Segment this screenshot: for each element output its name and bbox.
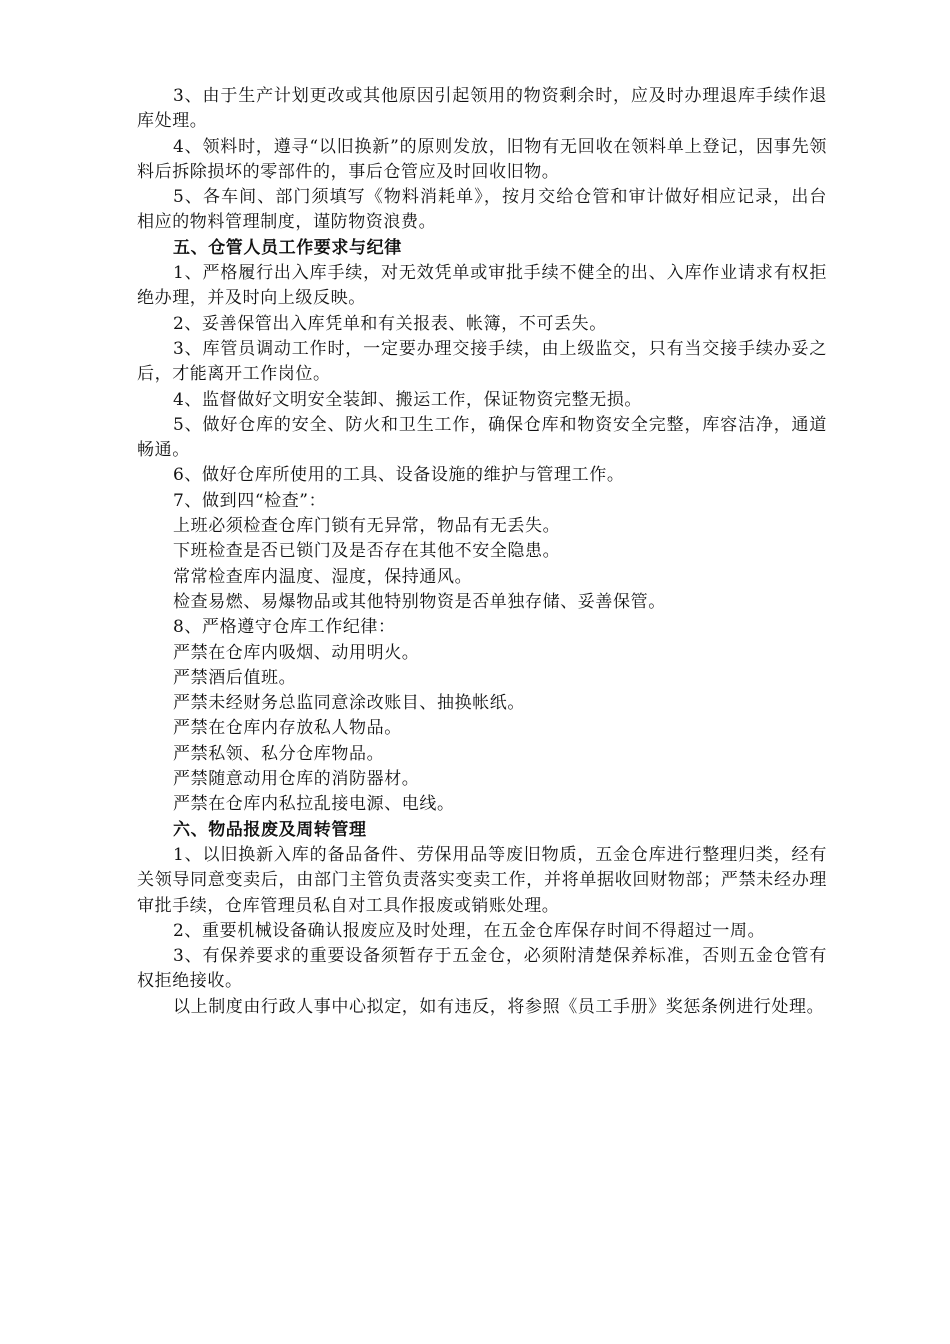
paragraph: 1、严格履行出入库手续，对无效凭单或审批手续不健全的出、入库作业请求有权拒绝办理，并及时向上级反映。 [137,263,827,309]
paragraph: 5、各车间、部门须填写《物料消耗单》，按月交给仓管和审计做好相应记录，出台相应的物料管理制度，谨防物资浪费。 [137,187,827,233]
rule-item: 严禁酒后值班。 [173,667,297,688]
paragraph: 1、以旧换新入库的备品备件、劳保用品等废旧物质，五金仓库进行整理归类，经有关领导同意变卖后，由部门主管负责落实变卖工作，并将单据收回财物部；严禁未经办理审批手续，仓库管理员私自对工具作报废或销账处理。 [137,844,827,916]
rule-item: 严禁私领、私分仓库物品。 [173,743,385,764]
rule-item: 严禁随意动用仓库的消防器材。 [173,769,420,790]
document-page [137,84,827,1020]
section-heading: 六、物品报废及周转管理 [173,819,367,840]
paragraph: 5、做好仓库的安全、防火和卫生工作，确保仓库和物资安全完整，库容洁净，通道畅通。 [137,414,827,461]
rule-item: 严禁在仓库内存放私人物品。 [173,718,402,739]
paragraph: 4、领料时，遵寻“以旧换新”的原则发放，旧物有无回收在领料单上登记，因事先领料后拆除损坏的零部件的，事后仓管应及时回收旧物。 [137,136,827,182]
checklist-item: 常常检查库内温度、湿度，保持通风。 [173,566,473,587]
checklist-item: 上班必须检查仓库门锁有无异常，物品有无丢失。 [173,516,561,537]
rule-item: 严禁在仓库内私拉乱接电源、电线。 [173,794,455,815]
paragraph: 2、妥善保管出入库凭单和有关报表、帐簿，不可丢失。 [173,313,607,334]
paragraph: 3、由于生产计划更改或其他原因引起领用的物资剩余时，应及时办理退库手续作退库处理。 [137,86,827,132]
paragraph: 4、监督做好文明安全装卸、搬运工作，保证物资完整无损。 [173,389,643,410]
paragraph: 2、重要机械设备确认报废应及时处理，在五金仓库保存时间不得超过一周。 [173,920,766,941]
paragraph: 7、做到四“检查”： [173,490,327,511]
checklist-item: 检查易燃、易爆物品或其他特别物资是否单独存储、妥善保管。 [173,591,666,612]
rule-item: 严禁在仓库内吸烟、动用明火。 [173,642,420,663]
checklist-item: 下班检查是否已锁门及是否存在其他不安全隐患。 [173,541,561,562]
paragraph: 3、库管员调动工作时，一定要办理交接手续，由上级监交，只有当交接手续办妥之后，才能离开工作岗位。 [137,338,827,385]
paragraph: 3、有保养要求的重要设备须暂存于五金仓，必须附清楚保养标准，否则五金仓管有权拒绝接收。 [137,946,827,992]
paragraph: 6、做好仓库所使用的工具、设备设施的维护与管理工作。 [173,465,625,486]
rule-item: 严禁未经财务总监同意涂改账目、抽换帐纸。 [173,693,525,714]
paragraph: 8、严格遵守仓库工作纪律： [173,617,396,638]
closing-paragraph: 以上制度由行政人事中心拟定，如有违反，将参照《员工手册》奖惩条例进行处理。 [173,996,825,1017]
section-heading: 五、仓管人员工作要求与纪律 [173,237,402,258]
